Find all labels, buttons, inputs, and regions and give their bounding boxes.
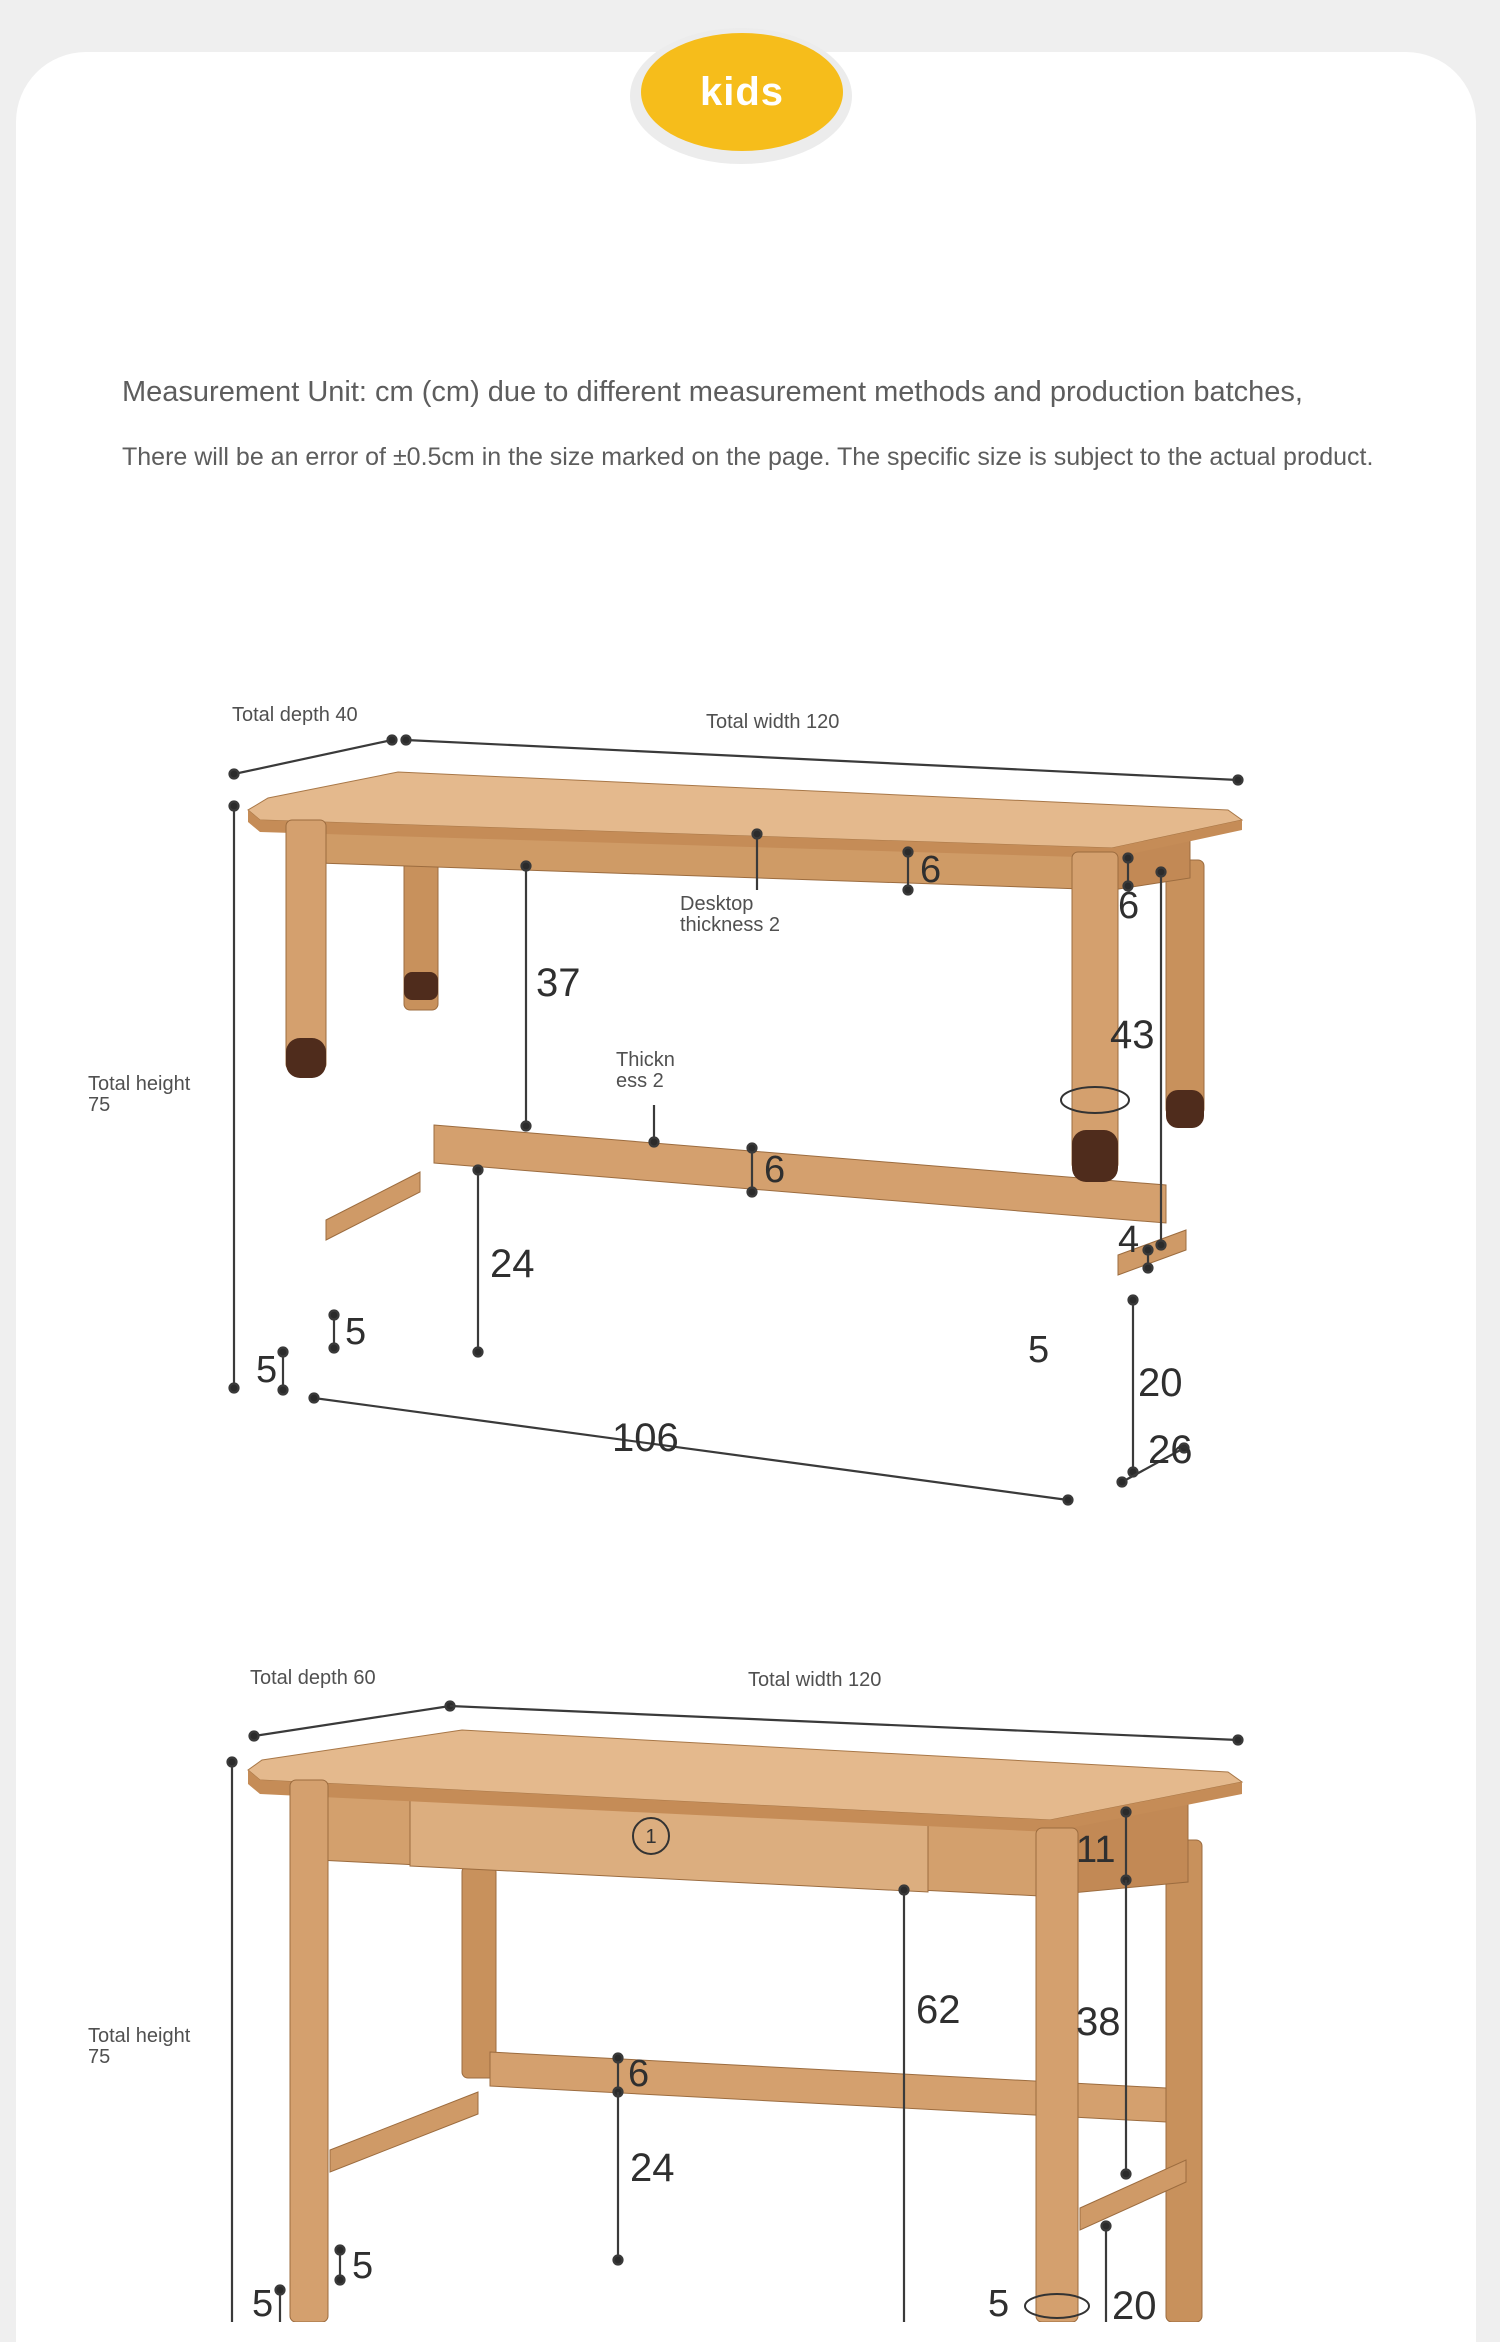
desk2-dim-foot-w: 5: [252, 2283, 274, 2325]
desk1-total-depth-label: Total depth 40: [232, 704, 358, 726]
desk1-dim-leg-dia: 5: [1028, 1329, 1050, 1371]
desk1-dim-side-gap: 43: [1110, 1013, 1155, 1057]
front-right-leg: [1036, 1828, 1078, 2322]
left-side-stretcher: [326, 1172, 420, 1240]
desk1-dim-foot-w: 5: [256, 1349, 278, 1391]
desk1-desktop-thickness-label: Desktop thickness 2: [680, 893, 781, 936]
desk2-dim-under-drawer: 62: [916, 1988, 961, 2032]
desk1-dim-side-low: 20: [1138, 1361, 1183, 1405]
desk2-dim-stretcher: 6: [628, 2053, 650, 2095]
front-right-leg: [1072, 852, 1118, 1170]
back-left-foot: [404, 972, 438, 1000]
back-right-leg: [1166, 1840, 1202, 2322]
desk-diagram-2: [0, 1660, 1500, 2328]
desk1-total-height-label: Total height 75: [88, 1073, 191, 1116]
desk1-dim-inner-depth: 26: [1148, 1428, 1193, 1472]
desk1-dim-apron: 6: [920, 849, 942, 891]
measurement-unit-note: Measurement Unit: cm (cm) due to different measurement methods and production batches,: [122, 376, 1303, 408]
tolerance-note: There will be an error of ±0.5cm in the size marked on the page. The specific size is subject to the actual product.: [122, 443, 1374, 471]
desk-1-drawing: [0, 690, 1500, 1520]
front-left-foot: [286, 1038, 326, 1078]
desk1-dim-under-top: 37: [536, 961, 581, 1005]
brand-logo: [641, 33, 843, 151]
front-left-leg: [286, 820, 326, 1070]
desk1-dim-stretcher: 6: [764, 1149, 786, 1191]
desk1-dim-foot-h: 5: [345, 1311, 367, 1353]
left-side-stretcher: [330, 2092, 478, 2172]
desk1-dim-leg-span: 106: [612, 1416, 679, 1460]
desk1-dim-side-stretcher: 4: [1118, 1219, 1140, 1261]
desk2-dim-side-gap: 38: [1076, 2000, 1121, 2044]
front-right-foot: [1072, 1130, 1118, 1182]
front-left-leg: [290, 1780, 328, 2322]
desk2-dim-side-apron: 11: [1076, 1829, 1116, 1871]
back-right-leg: [1166, 860, 1204, 1115]
desk-diagram-1: [0, 690, 1500, 1520]
desk1-dim-side-apron: 6: [1118, 885, 1140, 927]
desk1-dim-floor-to-stretcher: 24: [490, 1242, 535, 1286]
desk-2-drawing: [0, 1660, 1500, 2325]
desk2-dim-side-low: 20: [1112, 2284, 1157, 2328]
desk2-dim-leg-dia: 5: [988, 2283, 1010, 2325]
back-right-foot: [1166, 1090, 1204, 1128]
desk1-thickness-label: Thickn ess 2: [616, 1049, 675, 1092]
drawer-badge-number: 1: [645, 1826, 657, 1848]
desk2-total-depth-label: Total depth 60: [250, 1667, 376, 1689]
long-stretcher: [434, 1125, 1166, 1223]
brand-logo-text: kids: [699, 69, 785, 114]
desk2-dim-foot-h: 5: [352, 2245, 374, 2287]
desk1-total-width-label: Total width 120: [706, 711, 840, 733]
back-left-leg: [462, 1866, 496, 2078]
desk2-total-width-label: Total width 120: [748, 1669, 882, 1691]
desk2-dim-floor-to-stretcher: 24: [630, 2146, 675, 2190]
desk2-total-height-label: Total height 75: [88, 2025, 191, 2068]
